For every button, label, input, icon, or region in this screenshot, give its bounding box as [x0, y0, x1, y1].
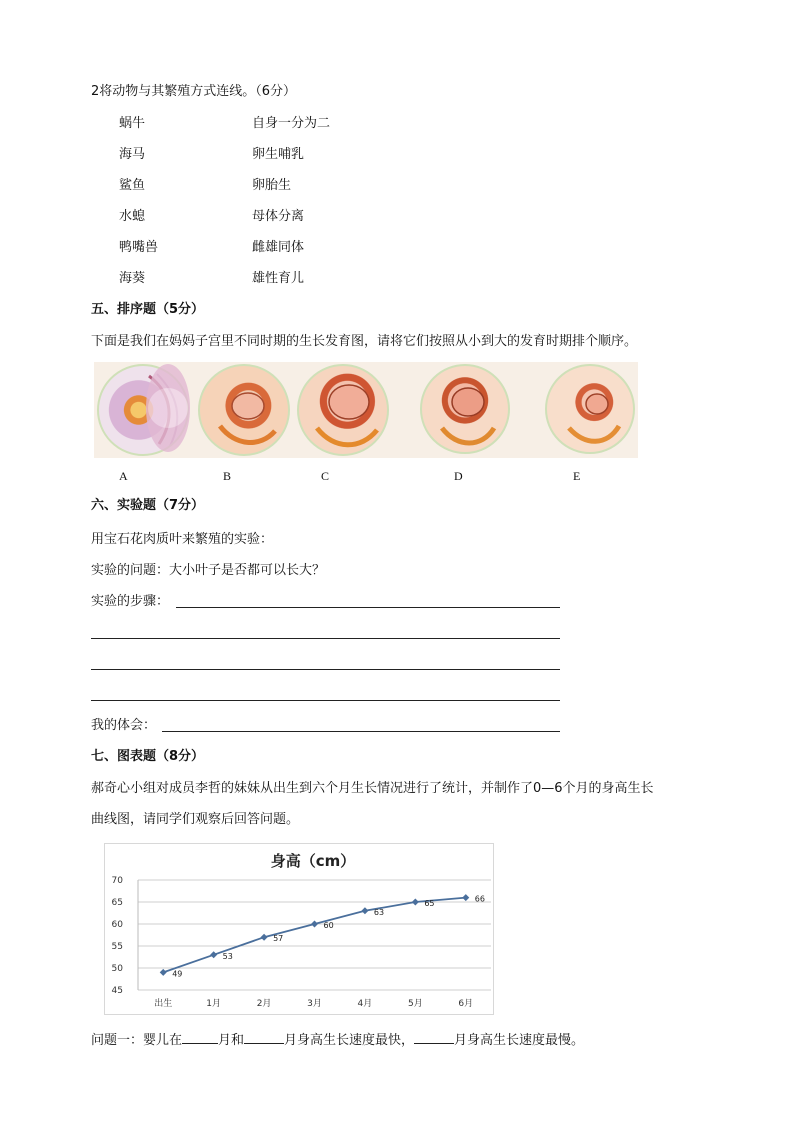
- animal-item: 水螅: [119, 209, 146, 224]
- animal-item: 海葵: [119, 271, 146, 286]
- fetus-image-b: [198, 364, 290, 456]
- q2-title: 2将动物与其繁殖方式连线。（6分）: [91, 84, 297, 99]
- answer-blank-2[interactable]: [244, 1030, 284, 1044]
- data-label: 57: [273, 934, 284, 944]
- x-tick-label: 2月: [256, 999, 272, 1009]
- chart-title: 身高（cm）: [270, 852, 356, 870]
- steps-answer-line[interactable]: [91, 700, 560, 701]
- experiment-intro: 用宝石花肉质叶来繁殖的实验：: [91, 532, 274, 547]
- steps-answer-line[interactable]: [176, 607, 560, 608]
- animal-item: 蜗牛: [119, 116, 146, 131]
- data-label: 60: [323, 921, 334, 930]
- section-six-heading: 六、实验题（7分）: [91, 498, 205, 513]
- question-one: [91, 1030, 584, 1050]
- answer-blank-1[interactable]: [182, 1030, 218, 1044]
- data-label: 65: [424, 899, 435, 908]
- x-tick-label: 3月: [307, 999, 322, 1009]
- y-tick-label: 70: [111, 876, 123, 886]
- data-point: [462, 894, 469, 901]
- animal-item: 鲨鱼: [119, 178, 146, 193]
- fetus-image-e: [545, 364, 635, 454]
- data-point: [210, 951, 217, 958]
- height-line-chart: [105, 844, 493, 1014]
- x-tick-label: 出生: [154, 999, 173, 1009]
- section-seven-heading: 七、图表题（8分）: [91, 749, 205, 764]
- fetus-image-a-extra: [146, 364, 190, 452]
- question-one-text-4: 月身高生长速度最慢。: [454, 1033, 585, 1048]
- y-tick-label: 50: [111, 964, 123, 974]
- section-seven-desc-line2: 曲线图，请同学们观察后回答问题。: [91, 812, 300, 827]
- image-label-d: D: [454, 469, 463, 483]
- height-chart: [104, 843, 494, 1015]
- image-label-c: C: [321, 469, 330, 483]
- animal-item: 鸭嘴兽: [119, 240, 159, 255]
- method-item: 卵生哺乳: [252, 147, 305, 162]
- section-five-desc: 下面是我们在妈妈子宫里不同时期的生长发育图，请将它们按照从小到大的发育时期排个顺序。: [91, 334, 638, 349]
- method-item: 卵胎生: [252, 178, 292, 193]
- answer-blank-3[interactable]: [414, 1030, 454, 1044]
- animal-item: 海马: [119, 147, 146, 162]
- y-tick-label: 65: [111, 898, 123, 908]
- data-point: [160, 969, 167, 976]
- x-tick-label: 5月: [407, 999, 423, 1009]
- y-tick-label: 60: [111, 920, 123, 930]
- fetus-image-d: [420, 364, 510, 454]
- data-point: [412, 899, 419, 906]
- image-label-a: A: [119, 469, 128, 483]
- fetus-image-c: [297, 364, 389, 456]
- question-one-text-2: 月和: [218, 1033, 245, 1048]
- method-item: 母体分离: [252, 209, 305, 224]
- data-label: 63: [373, 907, 385, 917]
- method-item: 自身一分为二: [252, 116, 331, 131]
- data-point: [361, 907, 368, 914]
- method-item: 雄性育儿: [252, 271, 305, 286]
- steps-answer-line[interactable]: [91, 638, 560, 639]
- x-tick-label: 6月: [458, 999, 474, 1009]
- image-label-e: E: [573, 469, 581, 483]
- feeling-label: 我的体会：: [91, 718, 157, 733]
- question-one-text-3: 月身高生长速度最快，: [284, 1033, 415, 1048]
- section-five-heading: 五、排序题（5分）: [91, 302, 205, 317]
- series-line: [163, 898, 466, 973]
- fetal-development-images: [94, 362, 638, 458]
- data-point: [261, 934, 268, 941]
- y-tick-label: 55: [111, 942, 123, 952]
- method-item: 雌雄同体: [252, 240, 305, 255]
- data-point: [311, 921, 318, 928]
- steps-answer-line[interactable]: [91, 669, 560, 670]
- y-tick-label: 45: [111, 986, 123, 996]
- x-tick-label: 4月: [357, 999, 373, 1009]
- image-label-b: B: [223, 469, 232, 483]
- question-one-text-1: 问题一：婴儿在: [91, 1033, 183, 1048]
- experiment-steps-label: 实验的步骤：: [91, 594, 170, 609]
- data-label: 53: [222, 951, 233, 961]
- section-seven-desc-line1: 郝奇心小组对成员李哲的妹妹从出生到六个月生长情况进行了统计，并制作了0—6个月的身高生长: [91, 781, 654, 796]
- data-label: 49: [172, 969, 183, 979]
- experiment-question: 实验的问题：大小叶子是否都可以长大？: [91, 563, 326, 578]
- feeling-answer-line[interactable]: [162, 731, 560, 732]
- x-tick-label: 1月: [206, 999, 222, 1009]
- data-label: 66: [474, 894, 485, 904]
